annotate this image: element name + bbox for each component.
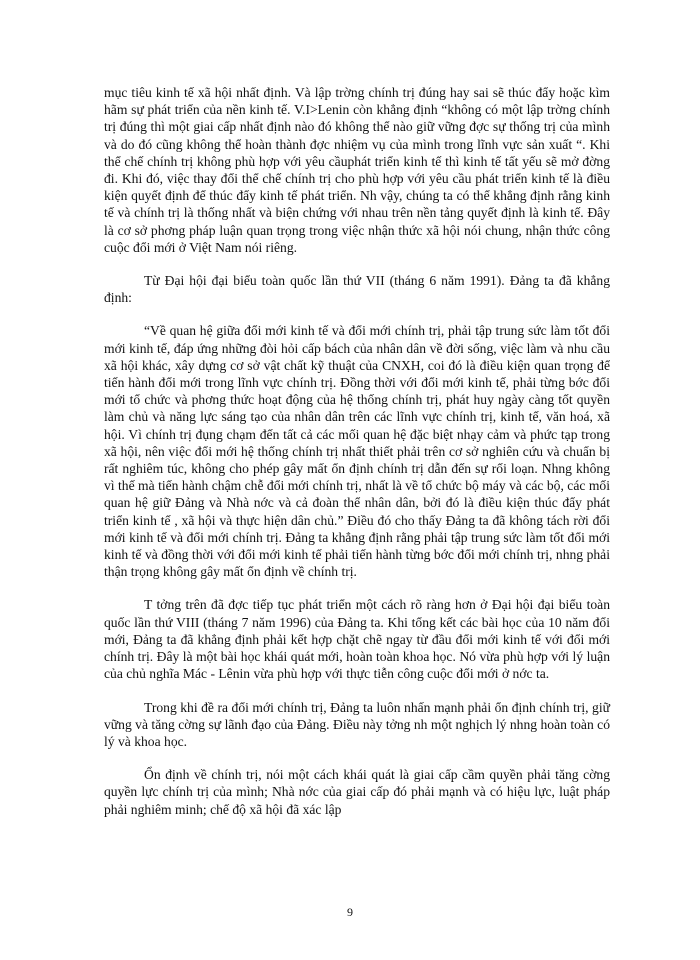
paragraph-stability-definition: Ổn định về chính trị, nói một cách khái quát là giai cấp cầm quyền phải tăng cờng quyền lực chính trị của mình; Nhà nớc của giai cấp đó phải mạnh và có hiệu lực, luật pháp phải nghiêm minh; chế độ xã hội đã xác lập bbox=[104, 767, 610, 817]
paragraph-gap bbox=[104, 750, 610, 766]
paragraph-gap bbox=[104, 256, 610, 272]
paragraph-congress-vii-intro: Từ Đại hội đại biểu toàn quốc lần thứ VII (tháng 6 năm 1991). Đảng ta đã khẳng định: bbox=[104, 273, 610, 306]
paragraph-gap bbox=[104, 580, 610, 596]
paragraph-gap bbox=[104, 683, 610, 699]
page-number: 9 bbox=[347, 905, 353, 919]
paragraph-quote-congress-vii: “Về quan hệ giữa đổi mới kinh tế và đổi mới chính trị, phải tập trung sức làm tốt đổi mới kinh tế, đáp ứng những đòi hỏi cấp bách của nhân dân về đời sống, việc làm và nhu cầu xã hội khác, xây dựng cơ sở vật chất kỹ thuật của CNXH, coi đó là điều kiện quan trọng để tiến hành đổi mới trong lĩnh vực chính trị. Đồng thời với đổi mới kinh tế, phải từng bớc đổi mới tổ chức và phơng thức hoạt động của hệ thống chính trị, phát huy ngày càng tốt quyền làm chủ và năng lực sáng tạo của nhân dân trên các lĩnh vực chính trị, kinh tế, văn hoá, xã hội. Vì chính trị đụng chạm đến tất cả các mối quan hệ đặc biệt nhạy cảm và phức tạp trong xã hội, nên việc đổi mới hệ thống chính trị nhất thiết phải trên cơ sở nghiên cứu và chuẩn bị rất nghiêm túc, không cho phép gây mất ổn định chính trị dẫn đến sự rối loạn. Nhng không vì thế mà tiến hành chậm chễ đổi mới chính trị, nhất là về tổ chức bộ máy và các bộ, các mối quan hệ giữ Đảng và Nhà nớc và cả đoàn thể nhân dân, bởi đó là điều kiện thúc đẩy phát triển kinh tế , xã hội và thực hiện dân chủ.” Điều đó cho thấy Đảng ta đã không tách rời đổi mới kinh tế và đổi mới chính trị. Đảng ta khẳng định rằng phải tập trung sức làm tốt đổi mới kinh tế và đồng thời với đổi mới kinh tế phải tiến hành từng bớc đổi mới chính trị, nhng phải thận trọng không gây mất ổn định về chính trị. bbox=[104, 323, 610, 580]
paragraph-economy-politics: mục tiêu kinh tế xã hội nhất định. Và lập trờng chính trị đúng hay sai sẽ thúc đẩy hoặc kìm hãm sự phát triển của nền kinh tế. V.I>Lenin còn khẳng định “không có một lập trờng chính trị đúng thì một giai cấp nhất định nào đó không thể nào giữ vững đợc sự thống trị của mình và do đó cũng không thể hoàn thành đợc nhiệm vụ của mình trong lĩnh vực sản xuất “. Khi thể chế chính trị không phù hợp với yêu cầuphát triển kinh tế thì kinh tế tất yếu sẽ mở đờng đi. Khi đó, việc thay đổi thể chế chính trị cho phù hợp với yêu cầu phát triển kinh tế là điều kiện quyết định để thúc đẩy kinh tế phát triển. Nh vậy, chúng ta có thể khẳng định rằng kinh tế và chính trị là thống nhất và biện chứng với nhau trên nền tảng quyết định là kinh tế. Đây là cơ sở phơng pháp luận quan trọng trong việc nhận thức xã hội nói chung, nhận thức công cuộc đổi mới ở Việt Nam nói riêng. bbox=[104, 85, 610, 255]
paragraph-political-stability: Trong khi đề ra đổi mới chính trị, Đảng ta luôn nhấn mạnh phải ổn định chính trị, giữ vững và tăng cờng sự lãnh đạo của Đảng. Điều này tởng nh một nghịch lý nhng hoàn toàn có lý và khoa học. bbox=[104, 699, 610, 749]
paragraph-congress-viii: T tởng trên đã đợc tiếp tục phát triển một cách rõ ràng hơn ở Đại hội đại biểu toàn quốc lần thứ VIII (tháng 7 năm 1996) của Đảng ta. Khi tổng kết các bài học của 10 năm đổi mới, Đảng ta đã khẳng định phải kết hợp chặt chẽ ngay từ đầu đổi mới kinh tế với đổi mới chính trị. Đây là một bài học khái quát mới, hoàn toàn khoa học. Nó vừa phù hợp với lý luận của chủ nghĩa Mác - Lênin vừa phù hợp với thực tiễn công cuộc đổi mới ở nớc ta. bbox=[104, 597, 610, 682]
paragraph-gap bbox=[104, 306, 610, 322]
